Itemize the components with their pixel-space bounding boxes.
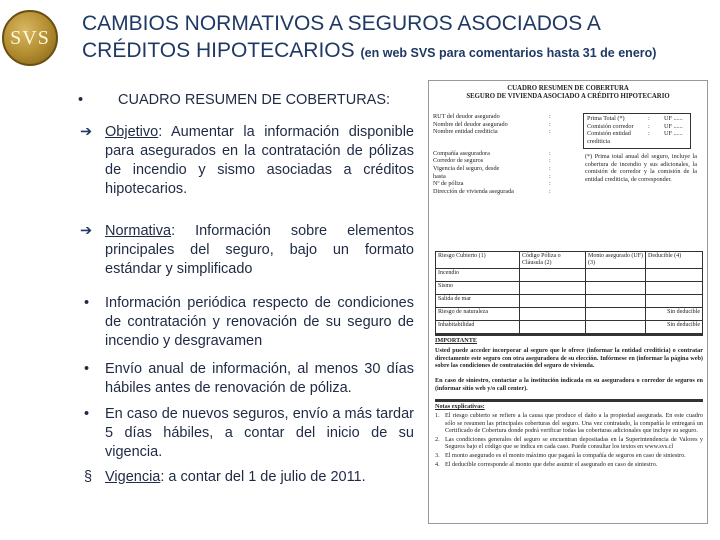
normativa-text: : Información sobre elementos principales del seguro, bajo un formato estándar y simplificado: [105, 223, 414, 277]
table-cell: Salida de mar: [436, 295, 520, 308]
bullet-icon: •: [84, 295, 90, 311]
comision-entidad: Comisión entidad crediticia: [587, 130, 631, 145]
doc-field: Nº de póliza: [433, 180, 464, 188]
objetivo-text: : Aumentar la información disponible para asegurados en la contratación de pólizas de incendio y sismo asociadas a créditos hipotecarios.: [105, 124, 414, 197]
normativa-block: [80, 222, 414, 279]
title-note: (en web SVS para comentarios hasta 31 de enero): [360, 46, 657, 60]
colon: :: [549, 180, 551, 188]
colon: :: [549, 164, 551, 172]
svs-logo: [2, 10, 58, 66]
colon: :: [549, 157, 551, 165]
page-title: [82, 10, 714, 67]
doc-title-2: SEGURO DE VIVIENDA ASOCIADO A CRÉDITO HIPOTECARIO: [466, 93, 670, 100]
uf-value: UF ......: [664, 115, 683, 122]
title-line-1: CAMBIOS NORMATIVOS A SEGUROS ASOCIADOS A: [82, 12, 601, 35]
table-cell: Sin deducible: [646, 321, 703, 334]
bullet-item: [78, 405, 414, 462]
divider: [435, 333, 703, 336]
table-cell: Sin deducible: [646, 308, 703, 321]
table-row: [436, 308, 703, 321]
importante-para-2: En caso de siniestro, contactar a la institución indicada en su aseguradora o corredor de seguros en (informar sitio web y/o call center).: [435, 377, 703, 392]
doc-field: RUT del deudor asegurado: [433, 113, 500, 120]
table-row: [436, 282, 703, 295]
table-header: Deducible (4): [646, 252, 703, 269]
nota-item: El monto asegurado es el monto máximo que pagará la compañía de seguros en caso de siniestro.: [445, 451, 686, 459]
heading-text: CUADRO RESUMEN DE COBERTURAS:: [118, 92, 391, 108]
colon: :: [648, 130, 650, 138]
bullet-text: En caso de nuevos seguros, envío a más tardar 5 días hábiles, a contar del inicio de su vigencia.: [105, 406, 414, 460]
importante-para-1: Usted puede acceder incorporar al seguro que le ofrece (informar la entidad crediticia) o contratar directamente este seguro con otra aseguradora de su elección. Infórmese en (informar la página web) sobre las condiciones de contratación del seguro de vivienda.: [435, 347, 703, 370]
nota-item: Las condiciones generales del seguro se encuentran depositadas en la Superintendencia de Valores y Seguros bajo el código que se indica en cada caso. Puede consultar los textos en www.svs.cl: [445, 435, 703, 451]
table-cell: Inhabitabilidad: [436, 321, 520, 334]
bullet-icon: •: [84, 361, 90, 377]
colon: :: [549, 113, 551, 120]
comision-corredor: Comisión corredor: [587, 122, 634, 130]
nota-item: El deducible corresponde al monto que debe asumir el asegurado en caso de siniestro.: [445, 460, 658, 468]
normativa-label: Normativa: [105, 223, 172, 239]
logo-text: SVS: [10, 26, 50, 49]
vigencia-label: Vigencia: [105, 469, 161, 485]
prima-note: (*) Prima total anual del seguro, incluye la cobertura de incendio y sus adicionales, la comisión de corredor y la comisión de la entidad crediticia, de corresponder.: [585, 153, 697, 183]
bullet-icon: •: [84, 406, 90, 422]
importante-title: IMPORTANTE: [435, 337, 477, 344]
bullet-icon: •: [78, 92, 84, 108]
square-bullet-icon: §: [84, 469, 93, 485]
notas-title: Notas explicativas:: [435, 403, 485, 410]
table-header: Código Póliza o Cláusula (2): [520, 252, 586, 269]
uf-value: UF ......: [664, 130, 683, 138]
colon: :: [549, 172, 551, 180]
prima-total: Prima Total (*): [587, 115, 625, 122]
bullet-item: [78, 294, 414, 351]
doc-field: Dirección de vivienda asegurada: [433, 187, 514, 195]
notas-list: 1. El riesgo cubierto se refiere a la causa que produce el daño a la propiedad asegurada. En este cuadro sólo se resumen las principales coberturas del seguro. Una vez contratado, la compañía le entregará un Certificado de Cobertura donde podrá verificar todas las coberturas adicionales que incluye su seguro. 2. Las condiciones generales del seguro se encuentran depositadas en la Superintendencia de Valores y Seguros bajo el código que se indica en cada caso. Puede consultar los textos en www.svs.cl 3. El monto asegurado es el monto máximo que pagará la compañía de seguros en caso de siniestro. 4. El deducible corresponde al monto que debe asumir el asegurado en caso de siniestro.: [435, 412, 703, 468]
table-row: [436, 321, 703, 334]
doc-colons: [549, 113, 551, 195]
table-cell: Riesgo de naturaleza: [436, 308, 520, 321]
doc-field: Nombre entidad crediticia: [433, 128, 498, 136]
colon: :: [549, 120, 551, 128]
vigencia-item: [78, 468, 414, 487]
table-row: [436, 269, 703, 282]
table-header: Monto asegurado (UF) (3): [586, 252, 646, 269]
colon: :: [549, 128, 551, 136]
doc-field: Corredor de seguros: [433, 157, 484, 165]
table-cell: Sismo: [436, 282, 520, 295]
divider: [435, 399, 703, 402]
doc-title-1: CUADRO RESUMEN DE COBERTURA: [507, 85, 629, 92]
bullet-item: [78, 360, 414, 398]
uf-value: UF ......: [664, 122, 683, 130]
table-row: [436, 295, 703, 308]
colon: :: [549, 187, 551, 195]
nota-item: El riesgo cubierto se refiere a la causa que produce el daño a la propiedad asegurada. En este cuadro sólo se resumen las principales coberturas del seguro. Una vez contratado, la compañía le entregará un Certificado de Cobertura donde podrá verificar todas las coberturas adicionales que incluye su seguro.: [445, 412, 703, 435]
doc-gap: [433, 136, 551, 150]
vigencia-text: : a contar del 1 de julio de 2011.: [160, 469, 366, 485]
doc-field: Nombre del deudor asegurado: [433, 120, 508, 128]
doc-field: Vigencia del seguro, desde: [433, 164, 500, 172]
bullet-text: Información periódica respecto de condiciones de contratación y renovación de su seguro de incendio y desgravamen: [105, 295, 414, 349]
section-heading: [78, 92, 390, 108]
doc-fields-left: [433, 113, 551, 195]
arrow-icon: ➔: [80, 124, 93, 140]
title-line-2: CRÉDITOS HIPOTECARIOS (en web SVS para comentarios hasta 31 de enero): [82, 39, 657, 62]
coverage-table: [435, 251, 703, 334]
colon: :: [549, 149, 551, 157]
colon: :: [648, 122, 650, 130]
colon: :: [648, 115, 650, 122]
table-cell: Incendio: [436, 269, 520, 282]
doc-field: hasta: [433, 172, 446, 180]
objetivo-label: Objetivo: [105, 124, 159, 140]
objetivo-block: [80, 123, 414, 199]
table-header: Riesgo Cubierto (1): [436, 252, 520, 269]
bullet-text: Envío anual de información, al menos 30 días hábiles antes de renovación de póliza.: [105, 361, 414, 396]
arrow-icon: ➔: [80, 223, 93, 239]
coverage-summary-document: [428, 80, 708, 524]
premium-box: [583, 113, 691, 149]
doc-field: Compañía aseguradora: [433, 149, 490, 157]
